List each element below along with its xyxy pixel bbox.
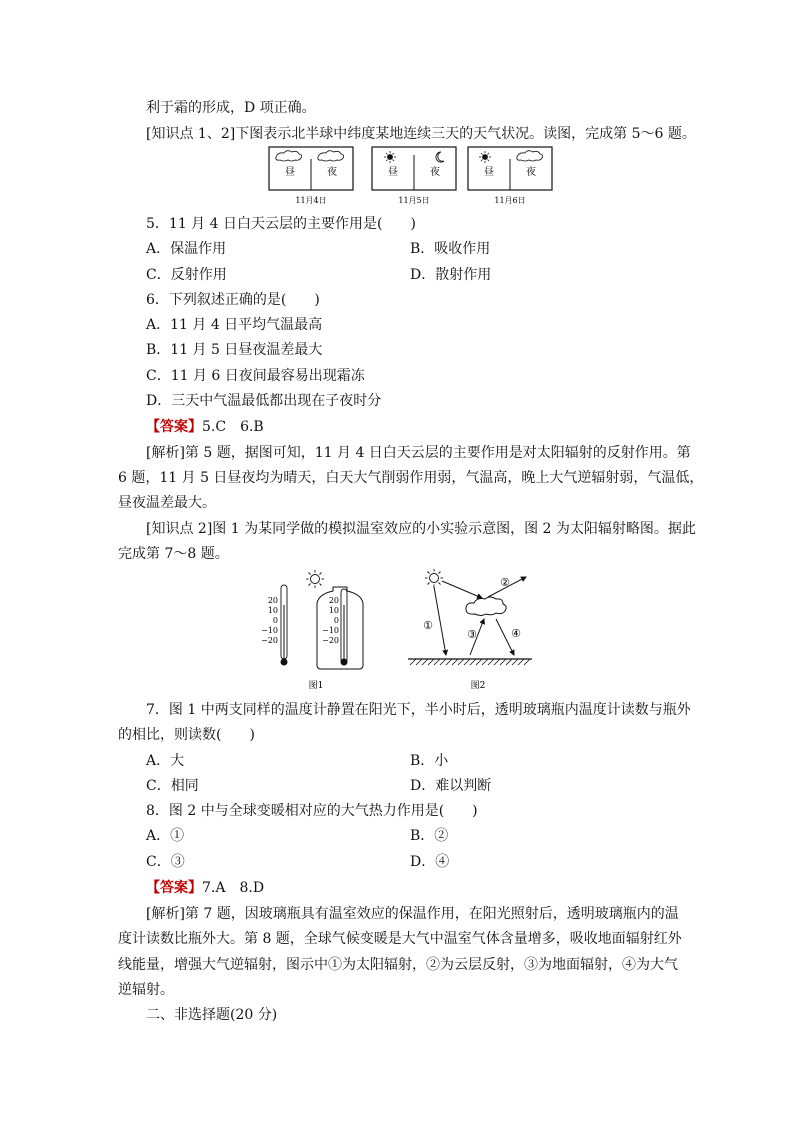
q7-option-d: D．难以判断: [410, 778, 492, 794]
figure-1-caption: 图1: [308, 681, 324, 691]
arrow-sun-to-cloud: [442, 581, 482, 598]
answer-text: 5.C 6.B: [202, 419, 264, 435]
ground: [408, 659, 532, 665]
q7-line-1: 7．图 1 中两支同样的温度计静置在阳光下，半小时后，透明玻璃瓶内温度计读数与瓶外: [146, 702, 691, 718]
mark-3: ③: [467, 628, 477, 641]
q8-option-c: C．③: [146, 854, 185, 870]
explanation-2-line-1: [解析]第 7 题，因玻璃瓶具有温室效应的保温作用，在阳光照射后，透明玻璃瓶内的温: [146, 906, 679, 922]
q6-option-b: B．11 月 5 日昼夜温差最大: [146, 342, 323, 358]
answer-label: 【答案】: [146, 419, 202, 435]
q5-option-d: D．散射作用: [410, 267, 492, 283]
q7-line-2: 的相比，则读数( ): [118, 727, 255, 743]
cloud-icon: [318, 151, 344, 161]
date-label: 11月4日: [295, 196, 327, 205]
day-label: 昼: [484, 167, 494, 178]
scale-label: −20: [322, 636, 339, 645]
q7-option-c: C．相同: [146, 778, 199, 794]
greenhouse-figure: [258, 565, 534, 693]
night-label: 夜: [526, 167, 536, 178]
sun-icon: [306, 570, 324, 588]
figure-2: [408, 569, 532, 691]
knowledge-point-2-line-1: [知识点 2]图 1 为某同学做的模拟温室效应的小实验示意图，图 2 为太阳辐射略图。据此: [146, 521, 696, 537]
figure-1: [261, 570, 363, 691]
q6-option-c: C．11 月 6 日夜间最容易出现霜冻: [146, 368, 365, 384]
scale-label: −10: [322, 626, 339, 635]
q6-option-a: A．11 月 4 日平均气温最高: [146, 317, 323, 333]
scale-label: −10: [261, 626, 278, 635]
scale-label: 20: [267, 596, 278, 605]
scale-label: 20: [328, 596, 339, 605]
cloud-icon: [517, 151, 543, 161]
q8-option-a: A．①: [146, 828, 185, 844]
cloud-icon: [276, 151, 302, 161]
q8-option-d: D．④: [410, 854, 450, 870]
date-label: 11月6日: [494, 196, 526, 205]
day-label: 昼: [285, 167, 295, 178]
weather-box-nov4: [269, 147, 353, 205]
scale-label: 10: [328, 606, 339, 615]
weather-figure: [268, 145, 558, 207]
explanation-2-line-4: 逆辐射。: [118, 982, 174, 998]
sun-icon: [384, 151, 396, 163]
q7-option-a: A．大: [146, 753, 185, 769]
knowledge-point-1: [知识点 1、2]下图表示北半球中纬度某地连续三天的天气状况。读图，完成第 5～6 题。: [146, 126, 696, 142]
explanation-1-line-2: 6 题，11 月 5 日昼夜均为晴天，白天大气削弱作用弱，气温高，晚上大气逆辐射弱，气温低，: [118, 470, 704, 486]
answer-2: [146, 878, 264, 898]
cloud-icon: [466, 597, 506, 616]
arrow-solar-radiation: [434, 587, 446, 655]
mark-1: ①: [423, 619, 433, 632]
day-label: 昼: [388, 167, 398, 178]
mark-2: ②: [500, 576, 510, 589]
moon-icon: [436, 152, 444, 162]
figure-2-caption: 图2: [470, 681, 486, 691]
explanation-2-line-3: 线能量，增强大气逆辐射，图示中①为太阳辐射，②为云层反射，③为地面辐射，④为大气: [118, 957, 678, 973]
scale-label: 0: [333, 616, 339, 625]
q8-stem: 8．图 2 中与全球变暖相对应的大气热力作用是( ): [146, 803, 478, 819]
mark-4: ④: [511, 627, 521, 640]
weather-box-nov6: [468, 147, 552, 205]
q7-option-b: B．小: [410, 753, 449, 769]
answer-label: 【答案】: [146, 880, 202, 896]
q5-stem: 5．11 月 4 日白天云层的主要作用是( ): [146, 216, 416, 232]
q5-option-b: B．吸收作用: [410, 241, 491, 257]
night-label: 夜: [430, 167, 440, 178]
glass-bottle: [317, 587, 363, 669]
outside-thermometer: [261, 585, 287, 666]
date-label: 11月5日: [398, 196, 430, 205]
sun-icon: [425, 569, 443, 587]
scale-label: 0: [272, 616, 278, 625]
weather-box-nov5: [372, 147, 456, 205]
q5-option-c: C．反射作用: [146, 267, 227, 283]
q6-option-d: D．三天中气温最低都出现在子夜时分: [146, 393, 382, 409]
night-label: 夜: [327, 167, 337, 178]
scale-label: −20: [261, 636, 278, 645]
q6-stem: 6．下列叙述正确的是( ): [146, 292, 320, 308]
q5-option-a: A．保温作用: [146, 241, 227, 257]
explanation-1-line-3: 昼夜温差最大。: [118, 495, 216, 511]
explanation-2-line-2: 度计读数比瓶外大。第 8 题，全球气候变暖是大气中温室气体含量增多，吸收地面辐射红外: [118, 931, 682, 947]
scale-label: 10: [267, 606, 278, 615]
intro-tail: 利于霜的形成，D 项正确。: [146, 100, 316, 116]
q8-option-b: B．②: [410, 828, 449, 844]
answer-text: 7.A 8.D: [202, 880, 265, 896]
section-2-heading: 二、非选择题(20 分): [146, 1007, 278, 1023]
explanation-1-line-1: [解析]第 5 题，据图可知，11 月 4 日白天云层的主要作用是对太阳辐射的反射作用。第: [146, 445, 691, 461]
answer-1: [146, 417, 264, 437]
sun-icon: [479, 151, 491, 163]
knowledge-point-2-line-2: 完成第 7～8 题。: [118, 546, 229, 562]
